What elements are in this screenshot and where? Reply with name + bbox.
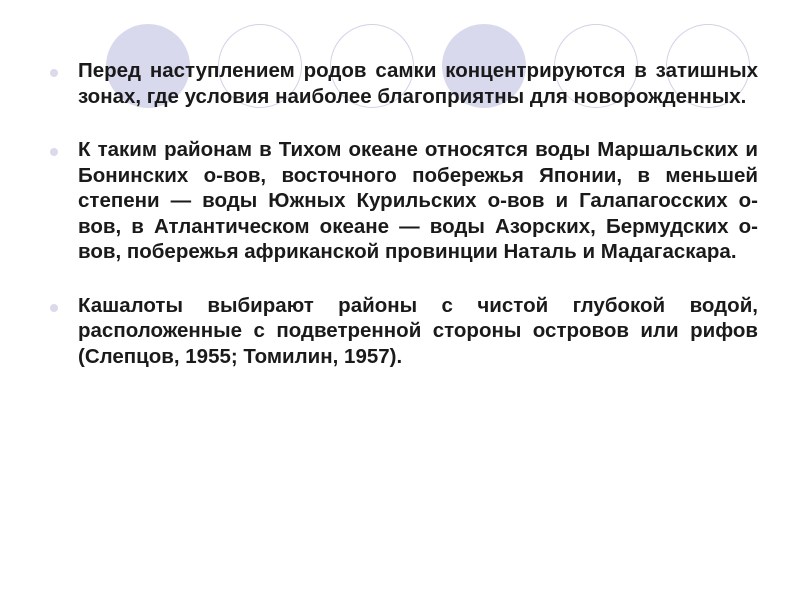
bullet-item bbox=[46, 137, 758, 265]
bullet-item bbox=[46, 58, 758, 109]
bullet-item bbox=[46, 293, 758, 370]
bullet-dot-icon bbox=[50, 148, 58, 156]
bullet-dot-icon bbox=[50, 69, 58, 77]
bullet-text: Кашалоты выбирают районы с чистой глубокой водой, расположенные с подветренной стороны островов или рифов (Слепцов, 1955; Томилин, 1957). bbox=[78, 293, 758, 368]
bullet-text: К таким районам в Тихом океане относятся воды Маршальских и Бонинских о-вов, восточного побережья Японии, в меньшей степени — воды Южных Курильских о-вов и Галапагосских о-вов, в Атлантическом океане — воды Азорских, Бермудских о-вов, побережья африканской провинции Наталь и Мадагаскара. bbox=[78, 138, 758, 263]
bullet-text: Перед наступлением родов самки концентрируются в затишных зонах, где условия наиболее благоприятны для новорожденных. bbox=[78, 59, 758, 108]
bullet-list bbox=[46, 58, 758, 397]
bullet-dot-icon bbox=[50, 304, 58, 312]
